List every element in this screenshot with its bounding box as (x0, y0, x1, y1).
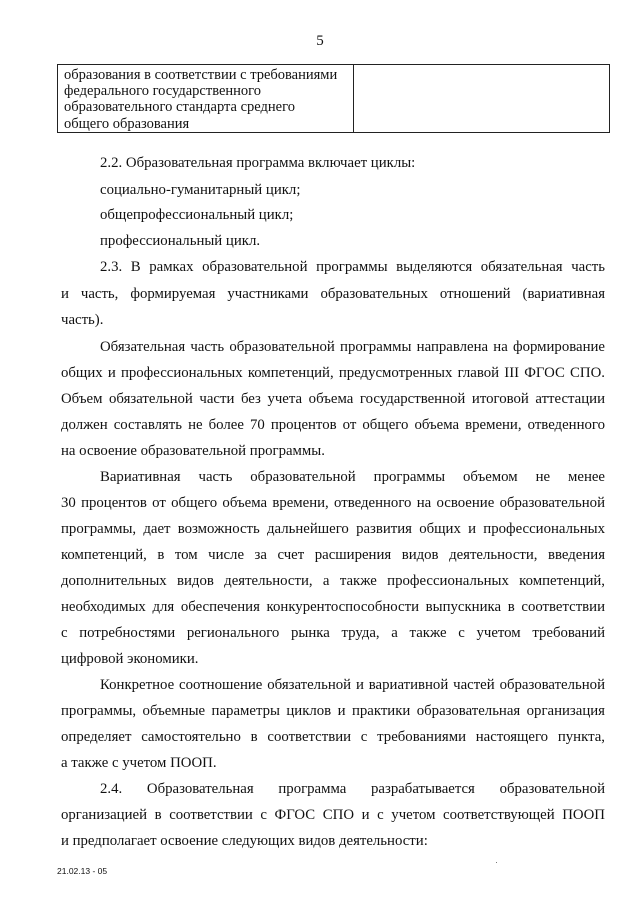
table-cell-line: федерального государственного (64, 83, 262, 100)
text-line: дополнительных видов деятельности, а также профессиональных компетенций, (61, 573, 605, 589)
text-line: 2.4. Образовательная программа разрабатывается образовательной (100, 781, 605, 797)
text-line: компетенций, в том числе за счет расширения видов деятельности, введения (61, 547, 605, 563)
text-line: определяет самостоятельно в соответствии с требованиями настоящего пункта, (61, 729, 605, 745)
text-line: организацией в соответствии с ФГОС СПО и с учетом соответствующей ПООП (61, 807, 605, 823)
text-line: с потребностями регионального рынка труда, а также с учетом требований (61, 625, 605, 641)
text-line: на освоение образовательной программы. (61, 443, 325, 459)
scan-speck (496, 862, 497, 863)
text-line: 30 процентов от общего объема времени, отведенного на освоение образовательной (61, 495, 605, 511)
table-cell-line: общего образования (64, 115, 190, 132)
text-line: 2.3. В рамках образовательной программы выделяются обязательная часть (100, 259, 605, 275)
table-cell-line: образовательного стандарта среднего (64, 99, 295, 116)
continuation-table (57, 64, 610, 133)
text-line: часть). (61, 312, 104, 328)
text-line: Объем обязательной части без учета объема государственной итоговой аттестации (61, 391, 605, 407)
text-line: Вариативная часть образовательной программы объемом не менее (100, 469, 605, 485)
text-line: цифровой экономики. (61, 651, 199, 667)
text-line: программы, объемные параметры циклов и практики образовательная организация (61, 703, 605, 719)
table-cell-line: образования в соответствии с требованиями (64, 67, 338, 83)
table-cell-right (354, 65, 609, 132)
footer-code: 21.02.13 - 05 (57, 866, 108, 876)
text-line: общих и профессиональных компетенций, предусмотренных главой III ФГОС СПО. (61, 365, 605, 381)
text-line: и часть, формируемая участниками образовательных отношений (вариативная (61, 286, 605, 302)
text-line: 2.2. Образовательная программа включает циклы: (100, 155, 416, 171)
text-line: программы, дает возможность дальнейшего развития общих и профессиональных (61, 521, 605, 537)
text-line: и предполагает освоение следующих видов деятельности: (61, 833, 428, 849)
text-line: Обязательная часть образовательной программы направлена на формирование (100, 339, 605, 355)
text-line: необходимых для обеспечения конкурентоспособности выпускника в соответствии (61, 599, 605, 615)
text-line: общепрофессиональный цикл; (100, 207, 294, 223)
text-line: профессиональный цикл. (100, 233, 261, 249)
text-line: Конкретное соотношение обязательной и вариативной частей образовательной (100, 677, 605, 693)
page-number: 5 (316, 33, 324, 49)
text-line: должен составлять не более 70 процентов от общего объема времени, отведенного (61, 417, 605, 433)
text-line: а также с учетом ПООП. (61, 755, 217, 771)
table-cell-left (58, 65, 354, 132)
text-line: социально-гуманитарный цикл; (100, 182, 301, 198)
